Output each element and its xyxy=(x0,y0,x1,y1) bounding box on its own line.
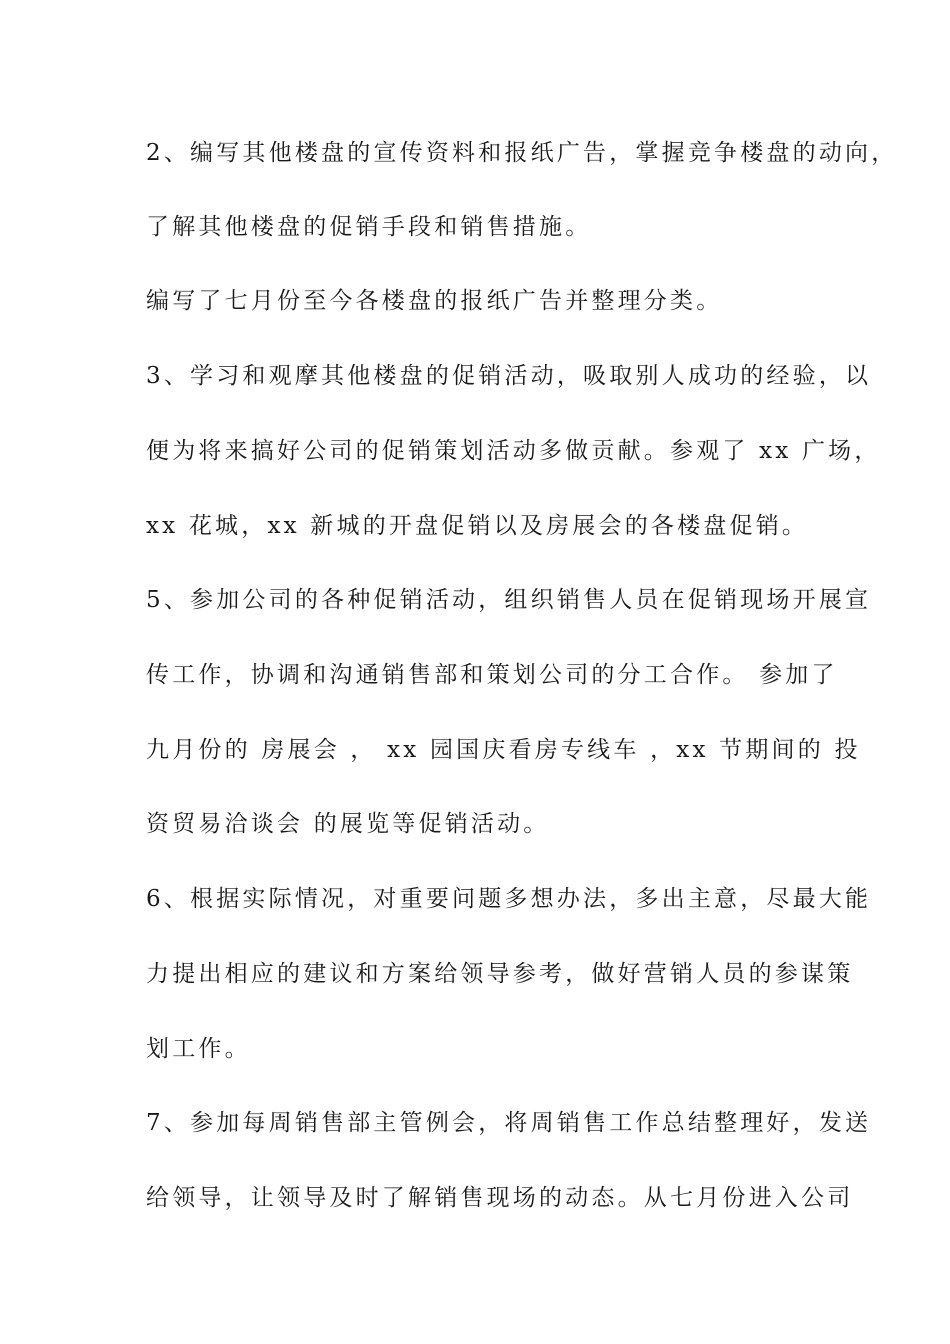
text-line: 2、编写其他楼盘的宣传资料和报纸广告，掌握竞争楼盘的动向， xyxy=(146,140,898,166)
text-line: 资贸易洽谈会 的展览等促销活动。 xyxy=(146,811,550,837)
text-line: 了解其他楼盘的促销手段和销售措施。 xyxy=(146,214,592,240)
text-line: xx 花城，xx 新城的开盘促销以及房展会的各楼盘促销。 xyxy=(146,513,809,539)
text-line: 7、参加每周销售部主管例会，将周销售工作总结整理好，发送 xyxy=(146,1110,872,1136)
text-line: 划工作。 xyxy=(146,1036,251,1062)
text-line: 3、学习和观摩其他楼盘的促销活动，吸取别人成功的经验，以 xyxy=(146,363,872,389)
text-line: 6、根据实际情况，对重要问题多想办法，多出主意，尽最大能 xyxy=(146,886,872,912)
text-line: 便为将来搞好公司的促销策划活动多做贡献。参观了 xx 广场， xyxy=(146,438,881,464)
text-line: 力提出相应的建议和方案给领导参考，做好营销人员的参谋策 xyxy=(146,961,854,987)
text-line: 5、参加公司的各种促销活动，组织销售人员在促销现场开展宣 xyxy=(146,587,872,613)
text-line: 给领导，让领导及时了解销售现场的动态。从七月份进入公司 xyxy=(146,1185,854,1211)
text-line: 九月份的 房展会 ， xx 园国庆看房专线车 ，xx 节期间的 投 xyxy=(146,737,861,763)
text-line: 编写了七月份至今各楼盘的报纸广告并整理分类。 xyxy=(146,288,723,314)
text-line: 传工作，协调和沟通销售部和策划公司的分工合作。 参加了 xyxy=(146,662,838,688)
